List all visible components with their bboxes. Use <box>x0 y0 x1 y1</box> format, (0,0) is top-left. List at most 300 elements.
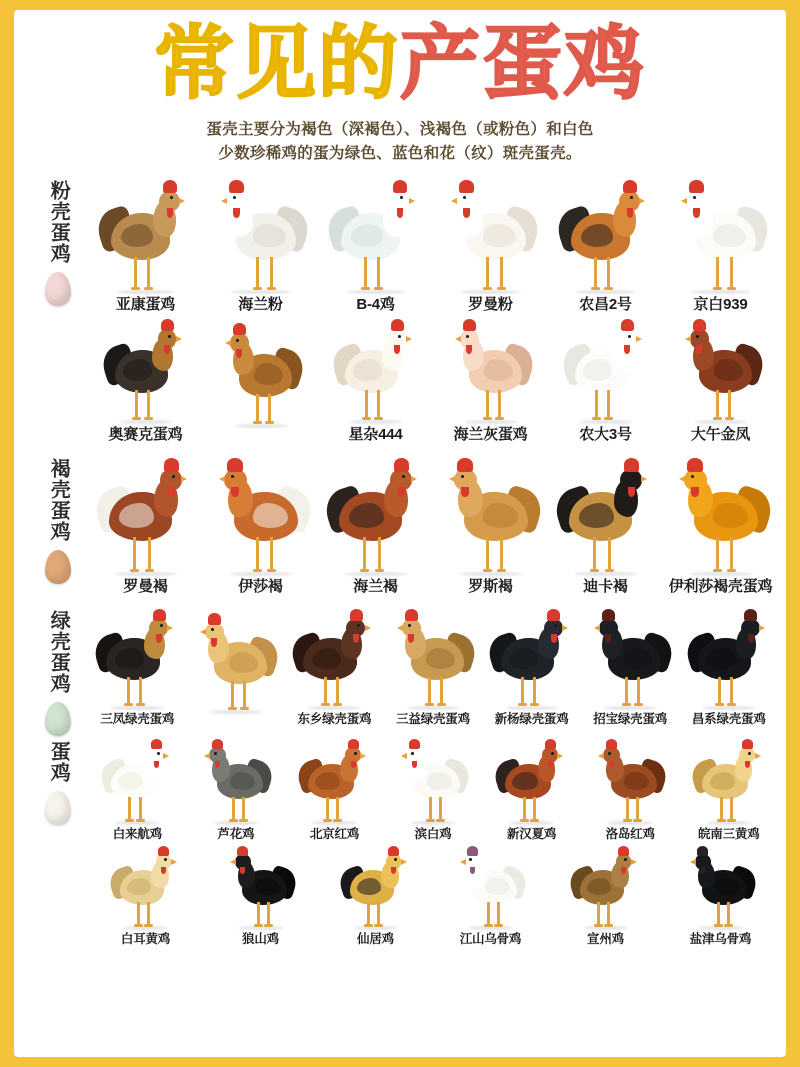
chicken-wattle <box>748 634 754 642</box>
bird-cell <box>548 174 663 314</box>
chicken-beak <box>229 859 235 865</box>
chicken-leg <box>626 797 629 820</box>
bird-name-label: 三凤绿壳蛋鸡 <box>100 712 175 727</box>
subtitle-line-2: 少数珍稀鸡的蛋为绿色、蓝色和花（纹）斑壳蛋壳。 <box>218 145 582 163</box>
chicken-beak <box>360 753 366 759</box>
chicken-beak <box>176 336 182 342</box>
chicken-beak <box>401 753 407 759</box>
chicken-foot <box>725 417 734 420</box>
chicken-wattle <box>214 761 219 768</box>
chicken-eye <box>608 752 611 755</box>
chicken-leg <box>607 257 610 288</box>
chicken-leg <box>726 902 729 924</box>
chicken-comb <box>459 180 473 193</box>
chicken-foot <box>493 924 502 927</box>
chicken-beak <box>181 476 187 482</box>
chicken-foot <box>375 569 384 572</box>
chicken-wing <box>512 772 537 790</box>
poster-card <box>14 10 786 1057</box>
chicken-foot <box>263 924 272 927</box>
chicken-comb <box>391 319 404 331</box>
bird-image <box>187 735 286 823</box>
chicken-beak <box>759 625 765 631</box>
chicken-wing <box>254 363 283 385</box>
chicken-foot <box>144 287 153 290</box>
chicken-illustration <box>291 604 377 708</box>
chicken-leg <box>139 797 142 820</box>
chicken-foot <box>483 417 492 420</box>
chicken-foot <box>426 819 435 822</box>
bird-cell <box>285 735 384 842</box>
chicken-leg <box>268 394 271 422</box>
chicken-leg <box>135 390 138 418</box>
chicken-leg <box>364 257 367 288</box>
bird-image <box>433 452 548 574</box>
chicken-illustration <box>678 314 764 422</box>
chicken-leg <box>139 677 142 704</box>
bird-cell <box>433 174 548 314</box>
chicken-comb <box>153 609 166 620</box>
section-white-shell <box>14 735 786 947</box>
bird-image <box>88 842 203 928</box>
chicken-eye <box>408 624 411 627</box>
chicken-foot <box>496 287 505 290</box>
chicken-foot <box>131 287 140 290</box>
chicken-leg <box>625 677 628 704</box>
chicken-beak <box>204 753 210 759</box>
chicken-beak <box>411 476 417 482</box>
section-pink-shell <box>14 174 786 444</box>
chicken-comb <box>163 180 177 193</box>
chicken-leg <box>270 537 273 569</box>
chicken-leg <box>485 537 488 569</box>
bird-name-label: 盐津乌骨鸡 <box>689 932 752 947</box>
chicken-beak <box>167 625 173 631</box>
chicken-foot <box>623 819 632 822</box>
bird-cell <box>482 604 581 727</box>
bird-cell <box>663 452 778 596</box>
chicken-wattle <box>236 349 242 358</box>
chicken-comb <box>350 609 363 620</box>
chicken-illustration <box>340 842 412 928</box>
chicken-leg <box>429 797 432 820</box>
chicken-foot <box>483 287 492 290</box>
chicken-comb <box>545 739 556 749</box>
bird-cell <box>318 174 433 314</box>
bird-row <box>88 842 778 947</box>
bird-image <box>663 452 778 574</box>
chicken-foot <box>717 819 726 822</box>
chicken-illustration <box>98 174 194 292</box>
chicken-foot <box>726 287 735 290</box>
chicken-leg <box>730 797 733 820</box>
chicken-eye <box>354 752 357 755</box>
chicken-leg <box>523 797 526 820</box>
bird-row <box>88 735 778 842</box>
chicken-eye <box>211 628 214 631</box>
chicken-comb <box>405 609 418 620</box>
bird-name-label: 滨白鸡 <box>414 827 452 842</box>
chicken-leg <box>521 677 524 704</box>
chicken-eye <box>465 335 468 338</box>
chicken-leg <box>608 537 611 569</box>
chicken-comb <box>457 458 472 471</box>
chicken-illustration <box>103 314 189 422</box>
bird-name-label: 东乡绿壳蛋鸡 <box>297 712 372 727</box>
chicken-leg <box>428 677 431 704</box>
chicken-eye <box>214 752 217 755</box>
chicken-foot <box>253 421 262 424</box>
chicken-foot <box>145 569 154 572</box>
chicken-beak <box>641 476 647 482</box>
chicken-wattle <box>466 345 472 354</box>
bird-name-label: 亚康蛋鸡 <box>115 296 176 314</box>
chicken-eye <box>554 624 557 627</box>
chicken-leg <box>336 797 339 820</box>
chicken-leg <box>243 681 246 708</box>
chicken-leg <box>378 537 381 569</box>
bird-image <box>187 608 286 712</box>
chicken-comb <box>606 739 617 749</box>
chicken-comb <box>232 323 245 335</box>
chicken-illustration <box>328 174 424 292</box>
chicken-leg <box>256 394 259 422</box>
bird-image <box>203 174 318 292</box>
chicken-beak <box>409 198 415 204</box>
chicken-wing <box>119 503 154 527</box>
bird-name-label: 星杂444 <box>348 426 403 444</box>
bird-image <box>88 174 203 292</box>
chicken-foot <box>265 421 274 424</box>
bird-cell <box>88 314 203 444</box>
bird-image <box>88 604 187 708</box>
chicken-wing <box>579 503 614 527</box>
chicken-leg <box>266 902 269 924</box>
chicken-illustration <box>670 452 772 574</box>
chicken-beak <box>557 753 563 759</box>
chicken-leg <box>256 902 259 924</box>
chicken-leg <box>439 797 442 820</box>
chicken-leg <box>326 797 329 820</box>
chicken-foot <box>727 569 736 572</box>
chicken-leg <box>496 902 499 924</box>
chicken-foot <box>134 924 143 927</box>
chicken-leg <box>607 390 610 418</box>
chicken-leg <box>486 902 489 924</box>
chicken-foot <box>518 703 527 706</box>
chicken-foot <box>252 569 261 572</box>
chicken-leg <box>728 390 731 418</box>
chicken-beak <box>219 476 225 482</box>
chicken-wing <box>255 878 279 895</box>
chicken-comb <box>348 739 359 749</box>
chicken-foot <box>727 819 736 822</box>
chicken-leg <box>256 257 259 288</box>
chicken-foot <box>425 703 434 706</box>
chicken-wing <box>587 878 611 895</box>
chicken-wattle <box>470 867 475 874</box>
bird-image <box>679 604 778 708</box>
chicken-foot <box>622 703 631 706</box>
chicken-comb <box>151 739 162 749</box>
chicken-foot <box>361 287 370 290</box>
bird-cell <box>663 314 778 444</box>
bird-image <box>482 735 581 823</box>
bird-name-label: 海兰粉 <box>238 296 283 314</box>
bird-cell <box>433 452 548 596</box>
chicken-comb <box>393 180 407 193</box>
egg-swatch-green-shell <box>45 702 71 736</box>
chicken-wattle <box>551 634 557 642</box>
chicken-wing <box>127 878 151 895</box>
chicken-illustration <box>555 452 657 574</box>
chicken-comb <box>229 180 243 193</box>
bird-name-label: 江山乌骨鸡 <box>459 932 522 947</box>
chicken-beak <box>221 198 227 204</box>
chicken-leg <box>231 797 234 820</box>
chicken-wattle <box>627 208 634 217</box>
chicken-foot <box>594 924 603 927</box>
chicken-eye <box>157 752 160 755</box>
chicken-comb <box>211 739 222 749</box>
chicken-wing <box>115 648 144 669</box>
bird-name-label: 新汉夏鸡 <box>507 827 557 842</box>
chicken-leg <box>486 390 489 418</box>
chicken-leg <box>128 797 131 820</box>
chicken-leg <box>377 390 380 418</box>
bird-image <box>482 604 581 708</box>
chicken-foot <box>713 287 722 290</box>
bird-name-label: 招宝绿壳蛋鸡 <box>593 712 668 727</box>
chicken-wattle <box>231 487 238 497</box>
chicken-foot <box>604 417 613 420</box>
bird-cell <box>482 735 581 842</box>
chicken-eye <box>411 752 414 755</box>
chicken-leg <box>607 902 610 924</box>
chicken-eye <box>751 624 754 627</box>
chicken-wattle <box>156 634 162 642</box>
chicken-foot <box>374 287 383 290</box>
chicken-beak <box>639 198 645 204</box>
bird-cell <box>88 174 203 314</box>
bird-image <box>663 174 778 292</box>
chicken-foot <box>228 707 237 710</box>
chicken-wattle <box>351 761 356 768</box>
chicken-foot <box>713 924 722 927</box>
chicken-illustration <box>213 174 309 292</box>
chicken-leg <box>720 797 723 820</box>
chicken-comb <box>409 739 420 749</box>
chicken-leg <box>716 257 719 288</box>
chicken-foot <box>530 819 539 822</box>
egg-swatch-pink-shell <box>45 272 71 306</box>
bird-cell <box>679 604 778 727</box>
bird-row <box>88 314 778 444</box>
chicken-foot <box>364 924 373 927</box>
bird-row <box>88 452 778 596</box>
bird-cell <box>88 452 203 596</box>
chicken-foot <box>333 819 342 822</box>
chicken-foot <box>482 569 491 572</box>
bird-name-label <box>187 713 286 727</box>
chicken-foot <box>240 707 249 710</box>
chicken-foot <box>605 569 614 572</box>
chicken-comb <box>547 609 560 620</box>
bird-image <box>88 314 203 422</box>
chicken-wattle <box>548 761 553 768</box>
section-label-brown-shell <box>34 458 82 584</box>
chicken-illustration <box>297 735 371 823</box>
chicken-foot <box>374 417 383 420</box>
bird-image <box>679 735 778 823</box>
chicken-wing <box>118 772 143 790</box>
chicken-foot <box>130 569 139 572</box>
bird-name-label: 洛岛红鸡 <box>605 827 655 842</box>
chicken-leg <box>533 677 536 704</box>
chicken-foot <box>321 703 330 706</box>
chicken-illustration <box>199 735 273 823</box>
chicken-foot <box>360 569 369 572</box>
bird-cell <box>384 735 483 842</box>
chicken-comb <box>227 458 242 471</box>
chicken-illustration <box>94 604 180 708</box>
chicken-comb <box>621 319 634 331</box>
chicken-wing <box>712 503 747 527</box>
page-title <box>14 10 786 110</box>
bird-cell <box>285 604 384 727</box>
title-part-1: 常见的 <box>154 17 400 110</box>
bird-cell <box>581 604 680 727</box>
chicken-wattle <box>412 761 417 768</box>
section-label-text: 褐壳蛋鸡 <box>47 458 70 543</box>
chicken-illustration <box>100 735 174 823</box>
chicken-illustration <box>558 174 654 292</box>
chicken-illustration <box>673 174 769 292</box>
chicken-leg <box>133 537 136 569</box>
bird-image <box>88 452 203 574</box>
chicken-foot <box>144 924 153 927</box>
chicken-wattle <box>463 208 470 217</box>
chicken-leg <box>718 677 721 704</box>
chicken-beak <box>397 625 403 631</box>
bird-image <box>581 604 680 708</box>
bird-cell <box>187 608 286 727</box>
bird-image <box>548 842 663 928</box>
chicken-illustration <box>333 314 419 422</box>
bird-name-label: 白耳黄鸡 <box>120 932 171 947</box>
chicken-eye <box>605 624 608 627</box>
bird-name-label: 宣州鸡 <box>587 932 624 947</box>
sections-root <box>14 174 786 947</box>
chicken-foot <box>604 924 613 927</box>
chicken-eye <box>748 752 751 755</box>
chicken-beak <box>200 629 206 635</box>
chicken-illustration <box>193 608 279 712</box>
chicken-foot <box>590 569 599 572</box>
chicken-comb <box>602 609 615 620</box>
chicken-eye <box>168 335 171 338</box>
bird-cell <box>318 452 433 596</box>
chicken-leg <box>730 537 733 569</box>
bird-image <box>203 452 318 574</box>
chicken-eye <box>628 335 631 338</box>
bird-row <box>88 604 778 727</box>
bird-cell <box>203 174 318 314</box>
chicken-foot <box>124 703 133 706</box>
chicken-illustration <box>455 842 527 928</box>
bird-cell <box>548 842 663 947</box>
chicken-leg <box>636 797 639 820</box>
bird-cell <box>663 174 778 314</box>
chicken-illustration <box>563 314 649 422</box>
chicken-foot <box>497 569 506 572</box>
bird-image <box>384 735 483 823</box>
chicken-beak <box>681 198 687 204</box>
chicken-leg <box>127 677 130 704</box>
chicken-comb <box>237 846 248 855</box>
chicken-foot <box>530 703 539 706</box>
bird-image <box>88 735 187 823</box>
bird-cell <box>318 314 433 444</box>
chicken-leg <box>231 681 234 708</box>
chicken-illustration <box>692 735 766 823</box>
chicken-leg <box>324 677 327 704</box>
egg-swatch-brown-shell <box>45 550 71 584</box>
chicken-foot <box>604 287 613 290</box>
chicken-comb <box>618 846 629 855</box>
bird-image <box>548 314 663 422</box>
bird-name-label: 伊利莎褐壳蛋鸡 <box>668 578 773 596</box>
chicken-foot <box>136 819 145 822</box>
chicken-foot <box>723 924 732 927</box>
chicken-beak <box>631 859 637 865</box>
bird-cell <box>203 452 318 596</box>
bird-name-label: 皖南三黄鸡 <box>698 827 760 842</box>
chicken-leg <box>638 677 641 704</box>
chicken-beak <box>365 625 371 631</box>
chicken-leg <box>137 902 140 924</box>
chicken-wing <box>315 772 340 790</box>
chicken-comb <box>689 180 703 193</box>
bird-image <box>203 842 318 928</box>
chicken-leg <box>533 797 536 820</box>
chicken-wing <box>714 359 743 381</box>
bird-name-label: 罗曼褐 <box>123 578 168 596</box>
chicken-leg <box>593 537 596 569</box>
bird-name-label <box>203 427 318 444</box>
chicken-wing <box>252 503 287 527</box>
chicken-eye <box>357 624 360 627</box>
chicken-wattle <box>691 487 698 497</box>
chicken-foot <box>144 417 153 420</box>
bird-image <box>548 174 663 292</box>
chicken-illustration <box>218 318 304 426</box>
chicken-comb <box>744 609 757 620</box>
chicken-comb <box>462 319 475 331</box>
chicken-leg <box>242 797 245 820</box>
chicken-foot <box>712 569 721 572</box>
chicken-illustration <box>686 604 772 708</box>
bird-name-label: 昌系绿壳蛋鸡 <box>691 712 766 727</box>
chicken-leg <box>729 257 732 288</box>
bird-cell <box>88 842 203 947</box>
section-brown-shell <box>14 452 786 596</box>
bird-image <box>318 452 433 574</box>
bird-image <box>433 842 548 928</box>
chicken-comb <box>687 458 702 471</box>
bird-name-label: 罗斯褐 <box>468 578 513 596</box>
bird-name-label: 海兰褐 <box>353 578 398 596</box>
